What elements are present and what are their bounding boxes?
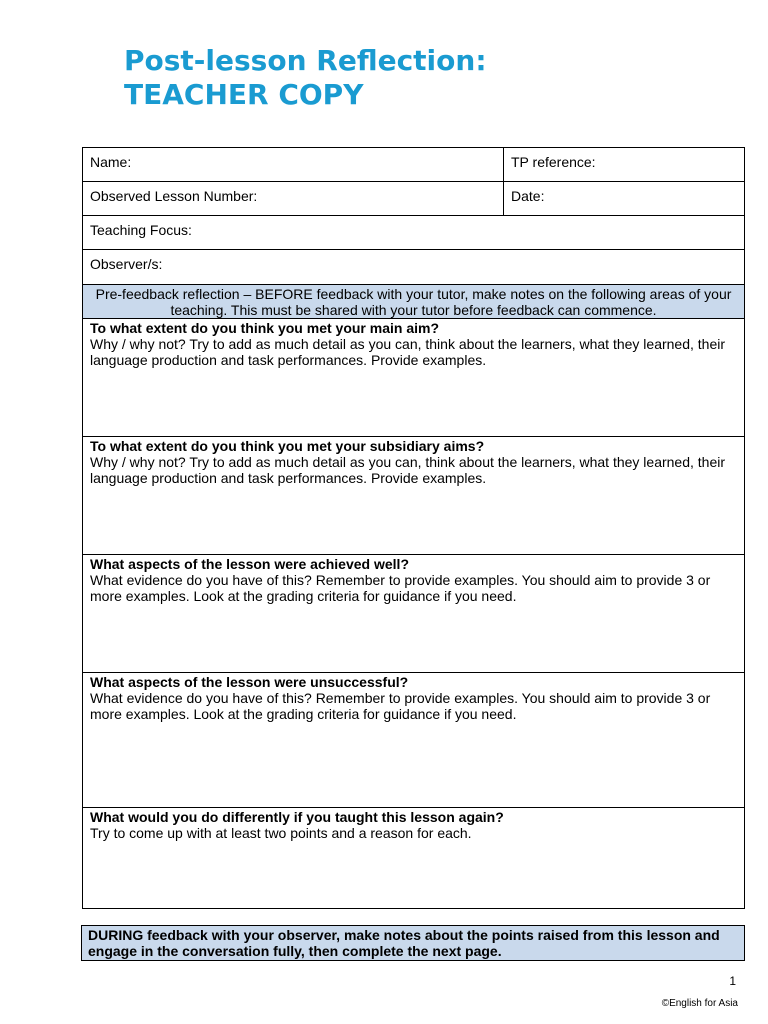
observers-field[interactable]: [83, 250, 745, 285]
do-differently-section[interactable]: [83, 808, 745, 909]
document-title: [124, 44, 487, 112]
lesson-number-field[interactable]: [83, 182, 504, 216]
page-number: 1: [729, 974, 736, 988]
teaching-focus-field[interactable]: [83, 216, 745, 250]
main-aim-prompt: Why / why not? Try to add as much detail as you can, think about the learners, what they learned, their language production and task performances. Provide examples.: [90, 336, 726, 368]
name-label: Name:: [90, 154, 132, 170]
unsuccessful-question: What aspects of the lesson were unsuccessful?: [90, 674, 409, 690]
do-differently-prompt: Try to come up with at least two points and a reason for each.: [90, 825, 472, 841]
date-label: Date:: [511, 188, 545, 204]
subsidiary-aims-prompt: Why / why not? Try to add as much detail as you can, think about the learners, what they learned, their language production and task performances. Provide examples.: [90, 454, 726, 486]
subsidiary-aims-section[interactable]: [83, 437, 745, 555]
unsuccessful-prompt: What evidence do you have of this? Remember to provide examples. You should aim to provide 3 or more examples. Look at the grading criteria for guidance if you need.: [90, 690, 711, 722]
achieved-well-section[interactable]: [83, 555, 745, 673]
tp-reference-field[interactable]: [504, 148, 745, 182]
do-differently-question: What would you do differently if you taught this lesson again?: [90, 809, 504, 825]
copyright-notice: ©English for Asia: [661, 998, 738, 1009]
observers-label: Observer/s:: [90, 256, 163, 272]
main-aim-section[interactable]: [83, 319, 745, 437]
pre-feedback-instruction: Pre-feedback reflection – BEFORE feedback with your tutor, make notes on the following areas of your teaching. This must be shared with your tutor before feedback can commence.: [83, 285, 745, 319]
achieved-well-prompt: What evidence do you have of this? Remember to provide examples. You should aim to provide 3 or more examples. Look at the grading criteria for guidance if you need.: [90, 572, 711, 604]
main-aim-question: To what extent do you think you met your main aim?: [90, 320, 439, 336]
teaching-focus-label: Teaching Focus:: [90, 222, 192, 238]
during-feedback-instruction: DURING feedback with your observer, make notes about the points raised from this lesson and engage in the conversation fully, then complete the next page.: [81, 925, 745, 961]
unsuccessful-section[interactable]: [83, 673, 745, 808]
tp-reference-label: TP reference:: [511, 154, 596, 170]
subsidiary-aims-question: To what extent do you think you met your subsidiary aims?: [90, 438, 485, 454]
achieved-well-question: What aspects of the lesson were achieved well?: [90, 556, 409, 572]
date-field[interactable]: [504, 182, 745, 216]
reflection-form: [82, 147, 745, 909]
title-line-2: TEACHER COPY: [124, 78, 364, 111]
lesson-number-label: Observed Lesson Number:: [90, 188, 258, 204]
title-line-1: Post-lesson Reflection:: [124, 44, 487, 77]
name-field[interactable]: [83, 148, 504, 182]
